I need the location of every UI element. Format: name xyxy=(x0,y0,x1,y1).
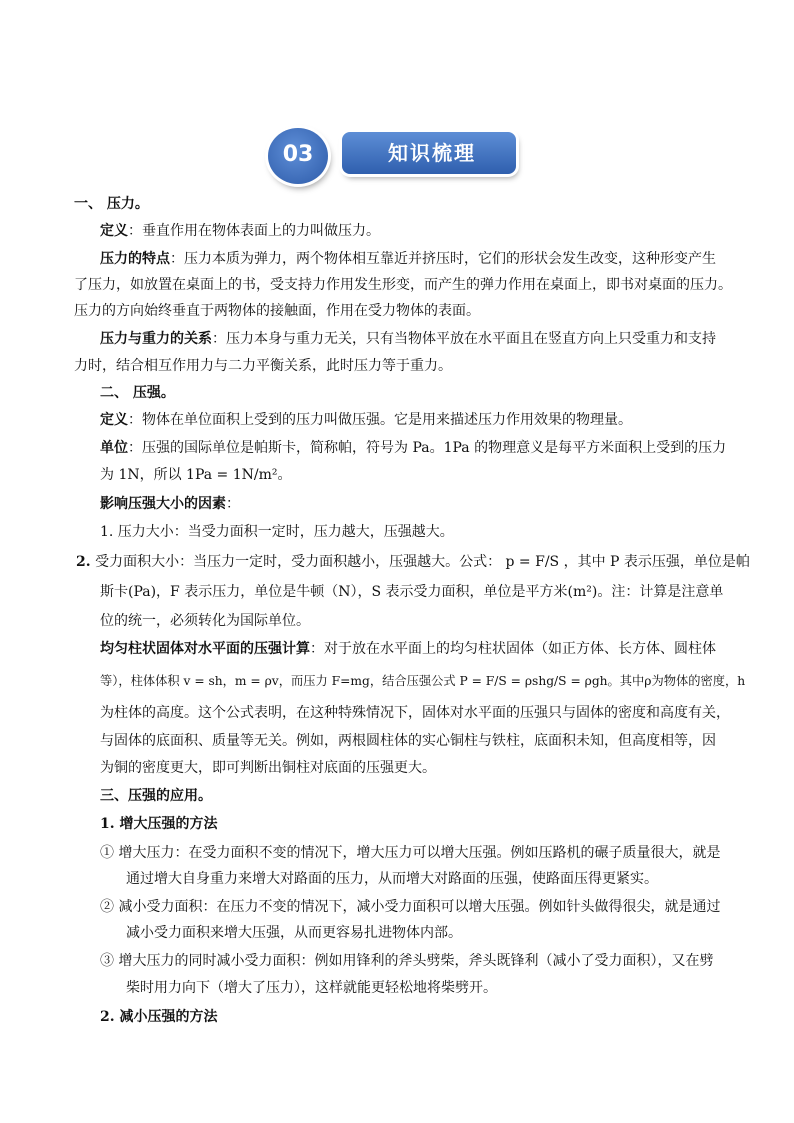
line-text: 通过增大自身重力来增大对路面的压力，从而增大对路面的压强，使路面压得更紧实。 xyxy=(126,871,658,887)
text-line-l13 xyxy=(100,523,454,541)
line-text: 等），柱体体积 v = sh，m = ρv，而压力 F=mg，结合压强公式 P = F/S = ρshg/S = ρgh。其中ρ为物体的密度，h xyxy=(100,674,746,688)
text-line-l02 xyxy=(100,222,380,240)
section-title: 知识梳理 xyxy=(388,141,476,165)
line-text: ② 减小受力面积：在压力不变的情况下，减小受力面积可以增大压强。例如针头做得很尖，就是通过 xyxy=(100,899,721,915)
text-line-l15 xyxy=(100,583,723,601)
text-line-l28 xyxy=(100,952,713,970)
line-text: ：压力本质为弹力，两个物体相互靠近并挤压时，它们的形状会发生改变，这种形变产生 xyxy=(170,251,716,267)
text-line-l21 xyxy=(100,759,436,777)
line-text: 1. 压力大小：当受力面积一定时，压力越大，压强越大。 xyxy=(100,524,454,540)
line-text: 减小受力面积来增大压强，从而更容易扎进物体内部。 xyxy=(126,925,462,941)
section-number: 03 xyxy=(282,142,314,167)
text-line-l23 xyxy=(100,815,218,833)
text-line-l08 xyxy=(100,384,175,402)
text-line-l26 xyxy=(100,898,720,916)
text-line-l18 xyxy=(100,672,745,690)
bold-label: 压力的特点 xyxy=(100,251,170,267)
line-text: 受力面积大小：当压力一定时，受力面积越小，压强越大。公式： p = F/S ，其中 P 表示压强，单位是帕 xyxy=(90,554,750,570)
bold-label: 定义 xyxy=(100,412,128,428)
text-line-l22 xyxy=(100,787,212,805)
bold-label: 定义 xyxy=(100,223,128,239)
bold-label: 均匀柱状固体对水平面的压强计算 xyxy=(100,641,310,657)
line-text: ：压力本身与重力无关，只有当物体平放在水平面且在竖直方向上只受重力和支持 xyxy=(212,331,716,347)
section-number-circle xyxy=(268,128,328,184)
text-line-l16 xyxy=(100,612,310,630)
line-text: ③ 增大压力的同时减小受力面积：例如用锋利的斧头劈柴，斧头既锋利（减小了受力面积），又在劈 xyxy=(100,953,714,969)
line-text: ： xyxy=(226,496,240,512)
line-text: 力时，结合相互作用力与二力平衡关系，此时压力等于重力。 xyxy=(74,358,452,374)
text-line-l01 xyxy=(74,195,149,213)
line-text: 斯卡(Pa)，F 表示压力，单位是牛顿（N），S 表示受力面积，单位是平方米(m²)。注：计算是注意单 xyxy=(100,584,724,600)
text-line-l30 xyxy=(100,1008,218,1026)
line-text: ：物体在单位面积上受到的压力叫做压强。它是用来描述压力作用效果的物理量。 xyxy=(128,412,632,428)
line-text: ：垂直作用在物体表面上的力叫做压力。 xyxy=(128,223,380,239)
text-line-l11 xyxy=(100,466,292,484)
text-line-l24 xyxy=(100,844,720,862)
bold-label: 2. xyxy=(76,554,91,570)
text-line-l14 xyxy=(76,553,750,571)
text-line-l04 xyxy=(74,276,732,294)
bold-label: 1. 增大压强的方法 xyxy=(100,816,218,832)
bold-label: 压力与重力的关系 xyxy=(100,331,212,347)
line-text: ：对于放在水平面上的均匀柱状固体（如正方体、长方体、圆柱体 xyxy=(310,641,716,657)
text-line-l27 xyxy=(126,924,462,942)
line-text: ① 增大压力：在受力面积不变的情况下，增大压力可以增大压强。例如压路机的碾子质量很大，就是 xyxy=(100,845,721,861)
line-text: ：压强的国际单位是帕斯卡，简称帕，符号为 Pa。1Pa 的物理意义是每平方米面积上受到的压力 xyxy=(128,440,727,456)
text-line-l12 xyxy=(100,495,240,513)
bold-label: 2. 减小压强的方法 xyxy=(100,1009,218,1025)
section-title-bar xyxy=(342,132,516,174)
line-text: 柴时用力向下（增大了压力），这样就能更轻松地将柴劈开。 xyxy=(126,980,497,996)
text-line-l07 xyxy=(74,357,452,375)
text-line-l10 xyxy=(100,439,726,457)
text-line-l20 xyxy=(100,732,716,750)
bold-label: 二、 压强。 xyxy=(100,385,175,401)
text-line-l29 xyxy=(126,979,497,997)
section-header-badge xyxy=(268,128,520,184)
line-text: 为柱体的高度。这个公式表明，在这种特殊情况下，固体对水平面的压强只与固体的密度和高度有关， xyxy=(100,705,730,721)
text-line-l25 xyxy=(126,870,658,888)
line-text: 为 1N，所以 1Pa = 1N/m²。 xyxy=(100,467,292,483)
bold-label: 一、 压力。 xyxy=(74,196,149,212)
line-text: 为铜的密度更大，即可判断出铜柱对底面的压强更大。 xyxy=(100,760,436,776)
bold-label: 单位 xyxy=(100,440,128,456)
text-line-l09 xyxy=(100,411,632,429)
text-line-l06 xyxy=(100,330,716,348)
text-line-l19 xyxy=(100,704,730,722)
line-text: 压力的方向始终垂直于两物体的接触面，作用在受力物体的表面。 xyxy=(74,303,480,319)
line-text: 了压力，如放置在桌面上的书，受支持力作用发生形变，而产生的弹力作用在桌面上，即书对桌面的压力。 xyxy=(74,277,732,293)
line-text: 与固体的底面积、质量等无关。例如，两根圆柱体的实心铜柱与铁柱，底面积未知，但高度相等，因 xyxy=(100,733,716,749)
text-line-l05 xyxy=(74,302,480,320)
bold-label: 三、压强的应用。 xyxy=(100,788,212,804)
text-line-l03 xyxy=(100,250,716,268)
line-text: 位的统一，必须转化为国际单位。 xyxy=(100,613,310,629)
bold-label: 影响压强大小的因素 xyxy=(100,496,226,512)
text-line-l17 xyxy=(100,640,716,658)
